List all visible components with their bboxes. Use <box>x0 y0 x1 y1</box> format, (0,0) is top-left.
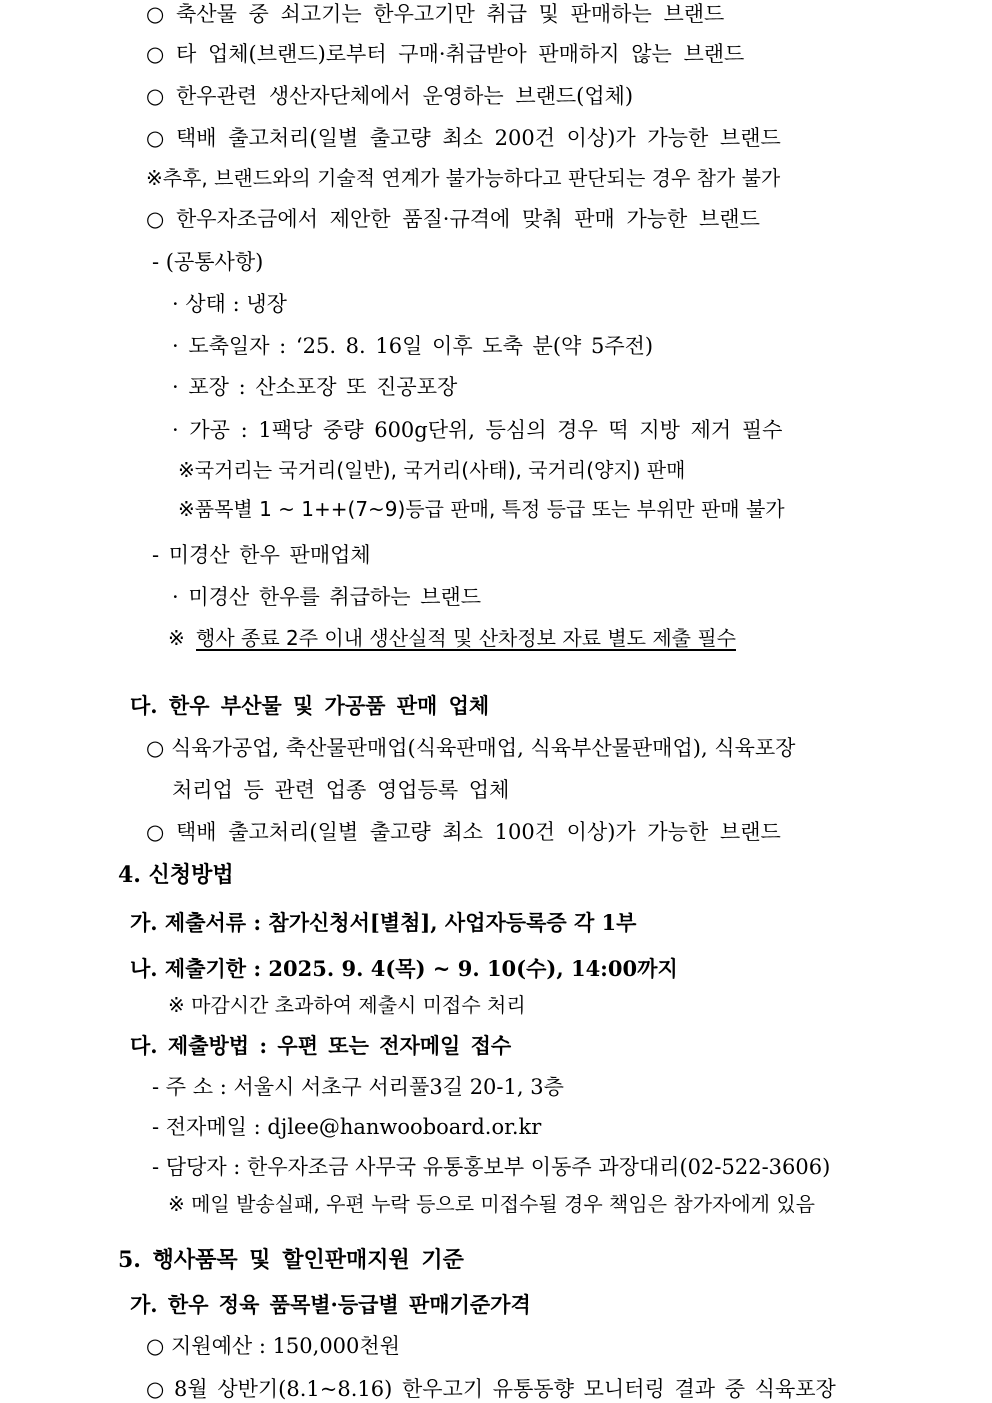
byproduct-business-types: ○ 식육가공업, 축산물판매업(식육판매업, 식육부산물판매업), 식육포장 <box>146 736 796 760</box>
byproduct-business-types-cont: 처리업 등 관련 업종 영업등록 업체 <box>172 778 510 802</box>
common-packaging: · 포장 : 산소포장 또 진공포장 <box>172 375 458 399</box>
common-processing: · 가공 : 1팩당 중량 600g단위, 등심의 경우 떡 지방 제거 필수 <box>172 418 783 442</box>
note-grade-sales: ※품목별 1 ~ 1++(7~9)등급 판매, 특정 등급 또는 부위만 판매 불가 <box>178 497 785 521</box>
section-5-heading: 5. 행사품목 및 할인판매지원 기준 <box>118 1247 464 1273</box>
criteria-delivery-200: ○ 택배 출고처리(일별 출고량 최소 200건 이상)가 가능한 브랜드 <box>146 126 781 150</box>
contact-address: - 주 소 : 서울시 서초구 서리풀3길 20-1, 3층 <box>152 1075 564 1099</box>
submit-method: 다. 제출방법 : 우편 또는 전자메일 접수 <box>130 1033 512 1058</box>
submit-documents: 가. 제출서류 : 참가신청서[별첨], 사업자등록증 각 1부 <box>130 910 637 935</box>
common-slaughter-date: · 도축일자 : ‘25. 8. 16일 이후 도축 분(약 5주전) <box>172 334 654 358</box>
note-production-record: 행사 종료 2주 이내 생산실적 및 산차정보 자료 별도 제출 필수 <box>196 626 736 650</box>
note-responsibility: ※ 메일 발송실패, 우편 누락 등으로 미접수될 경우 책임은 참가자에게 있음 <box>168 1192 815 1216</box>
heifer-brand: · 미경산 한우를 취급하는 브랜드 <box>172 585 482 609</box>
submit-deadline: 나. 제출기한 : 2025. 9. 4(목) ~ 9. 10(수), 14:00까지 <box>130 956 678 981</box>
criteria-no-resale: ○ 타 업체(브랜드)로부터 구매·취급받아 판매하지 않는 브랜드 <box>146 42 745 66</box>
note-late-submission: ※ 마감시간 초과하여 제출시 미접수 처리 <box>168 993 526 1017</box>
note-mark: ※ <box>168 626 185 650</box>
heifer-heading: - 미경산 한우 판매업체 <box>152 543 371 567</box>
contact-person: - 담당자 : 한우자조금 사무국 유통홍보부 이동주 과장대리(02-522-3606) <box>152 1155 831 1179</box>
contact-email: - 전자메일 : djlee@hanwooboard.or.kr <box>152 1115 542 1139</box>
common-items-heading: - (공통사항) <box>152 250 264 274</box>
criteria-beef-only: ○ 축산물 중 쇠고기는 한우고기만 취급 및 판매하는 브랜드 <box>146 2 725 26</box>
byproduct-delivery-100: ○ 택배 출고처리(일별 출고량 최소 100건 이상)가 가능한 브랜드 <box>146 820 781 844</box>
section-5a-heading: 가. 한우 정육 품목별·등급별 판매기준가격 <box>130 1292 531 1317</box>
section-4-heading: 4. 신청방법 <box>118 862 234 888</box>
criteria-quality-spec: ○ 한우자조금에서 제안한 품질·규격에 맞춰 판매 가능한 브랜드 <box>146 207 760 231</box>
price-basis-monitoring: ○ 8월 상반기(8.1~8.16) 한우고기 유통동향 모니터링 결과 중 식육포장 <box>146 1377 836 1401</box>
common-condition: · 상태 : 냉장 <box>172 292 287 316</box>
support-budget: ○ 지원예산 : 150,000천원 <box>146 1334 400 1358</box>
note-tech-integration: ※추후, 브랜드와의 기술적 연계가 불가능하다고 판단되는 경우 참가 불가 <box>146 166 781 190</box>
note-soup-cuts: ※국거리는 국거리(일반), 국거리(사태), 국거리(양지) 판매 <box>178 458 686 482</box>
section-byproduct-heading: 다. 한우 부산물 및 가공품 판매 업체 <box>130 693 490 718</box>
criteria-producer-group: ○ 한우관련 생산자단체에서 운영하는 브랜드(업체) <box>146 84 634 108</box>
